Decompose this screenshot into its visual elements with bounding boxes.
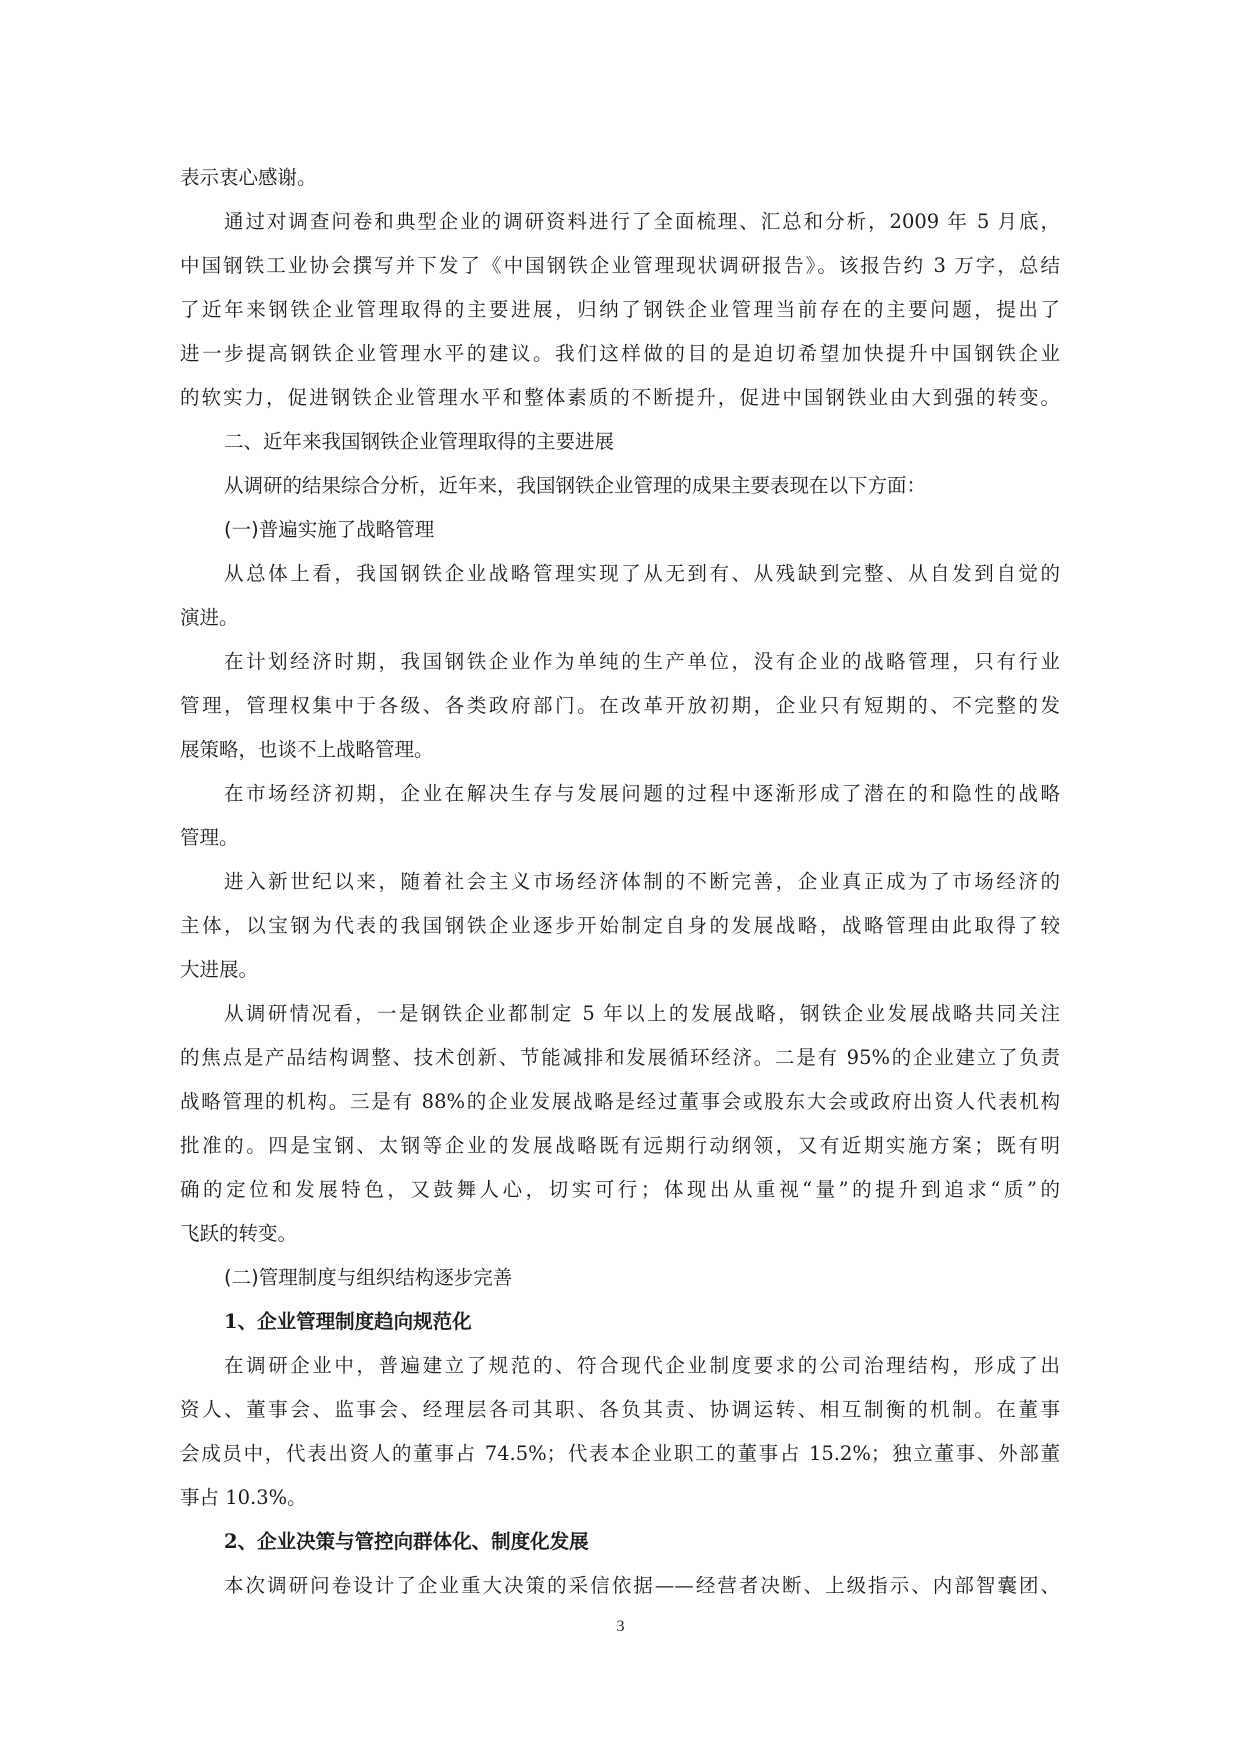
paragraph-line: 从调研的结果综合分析，近年来，我国钢铁企业管理的成果主要表现在以下方面： xyxy=(224,474,927,497)
paragraph-line: 主体，以宝钢为代表的我国钢铁企业逐步开始制定自身的发展战略，战略管理由此取得了较 xyxy=(180,914,1060,937)
paragraph-line: 批准的。四是宝钢、太钢等企业的发展战略既有远期行动纲领，又有近期实施方案；既有明 xyxy=(180,1134,1060,1157)
paragraph-line: 大进展。 xyxy=(180,958,259,981)
paragraph-line: 管理，管理权集中于各级、各类政府部门。在改革开放初期，企业只有短期的、不完整的发 xyxy=(180,694,1060,717)
paragraph-line: 本次调研问卷设计了企业重大决策的采信依据——经营者决断、上级指示、内部智囊团、 xyxy=(224,1574,1060,1597)
paragraph-line: 确的定位和发展特色，又鼓舞人心，切实可行；体现出从重视“量”的提升到追求“质”的 xyxy=(180,1178,1060,1201)
paragraph-line: 飞跃的转变。 xyxy=(180,1222,298,1245)
paragraph-line: 从调研情况看，一是钢铁企业都制定 5 年以上的发展战略，钢铁企业发展战略共同关注 xyxy=(224,1002,1060,1025)
paragraph-line: 进入新世纪以来，随着社会主义市场经济体制的不断完善，企业真正成为了市场经济的 xyxy=(224,870,1060,893)
paragraph-line: 的软实力，促进钢铁企业管理水平和整体素质的不断提升，促进中国钢铁业由大到强的转变。 xyxy=(180,386,1060,409)
paragraph-line: 进一步提高钢铁企业管理水平的建议。我们这样做的目的是迫切希望加快提升中国钢铁企业 xyxy=(180,342,1060,365)
paragraph-line: 了近年来钢铁企业管理取得的主要进展，归纳了钢铁企业管理当前存在的主要问题，提出了 xyxy=(180,298,1060,321)
paragraph-line: 战略管理的机构。三是有 88%的企业发展战略是经过董事会或股东大会或政府出资人代表机构 xyxy=(180,1090,1060,1113)
page-number: 3 xyxy=(616,1618,625,1635)
paragraph-line: 会成员中，代表出资人的董事占 74.5%；代表本企业职工的董事占 15.2%；独立董事、外部董 xyxy=(180,1442,1060,1465)
paragraph-line: 表示衷心感谢。 xyxy=(180,166,317,189)
paragraph-line: 在调研企业中，普遍建立了规范的、符合现代企业制度要求的公司治理结构，形成了出 xyxy=(224,1354,1060,1377)
paragraph-line: 演进。 xyxy=(180,606,239,629)
paragraph-line: 管理。 xyxy=(180,826,239,849)
subsection-heading: (一)普遍实施了战略管理 xyxy=(224,518,435,541)
paragraph-line: 在计划经济时期，我国钢铁企业作为单纯的生产单位，没有企业的战略管理，只有行业 xyxy=(224,650,1060,673)
numbered-heading: 1、企业管理制度趋向规范化 xyxy=(224,1310,472,1333)
paragraph-line: 展策略，也谈不上战略管理。 xyxy=(180,738,434,761)
paragraph-line: 中国钢铁工业协会撰写并下发了《中国钢铁企业管理现状调研报告》。该报告约 3 万字，总结 xyxy=(180,254,1060,277)
paragraph-line: 通过对调查问卷和典型企业的调研资料进行了全面梳理、汇总和分析，2009 年 5 月底， xyxy=(224,210,1060,233)
subsection-heading: (二)管理制度与组织结构逐步完善 xyxy=(224,1266,513,1289)
paragraph-line: 在市场经济初期，企业在解决生存与发展问题的过程中逐渐形成了潜在的和隐性的战略 xyxy=(224,782,1060,805)
paragraph-line: 资人、董事会、监事会、经理层各司其职、各负其责、协调运转、相互制衡的机制。在董事 xyxy=(180,1398,1060,1421)
section-heading: 二、近年来我国钢铁企业管理取得的主要进展 xyxy=(224,430,615,453)
numbered-heading: 2、企业决策与管控向群体化、制度化发展 xyxy=(224,1530,589,1553)
paragraph-line: 事占 10.3%。 xyxy=(180,1486,307,1509)
paragraph-line: 的焦点是产品结构调整、技术创新、节能减排和发展循环经济。二是有 95%的企业建立了负责 xyxy=(180,1046,1060,1069)
paragraph-line: 从总体上看，我国钢铁企业战略管理实现了从无到有、从残缺到完整、从自发到自觉的 xyxy=(224,562,1060,585)
body-text xyxy=(180,156,1060,1608)
